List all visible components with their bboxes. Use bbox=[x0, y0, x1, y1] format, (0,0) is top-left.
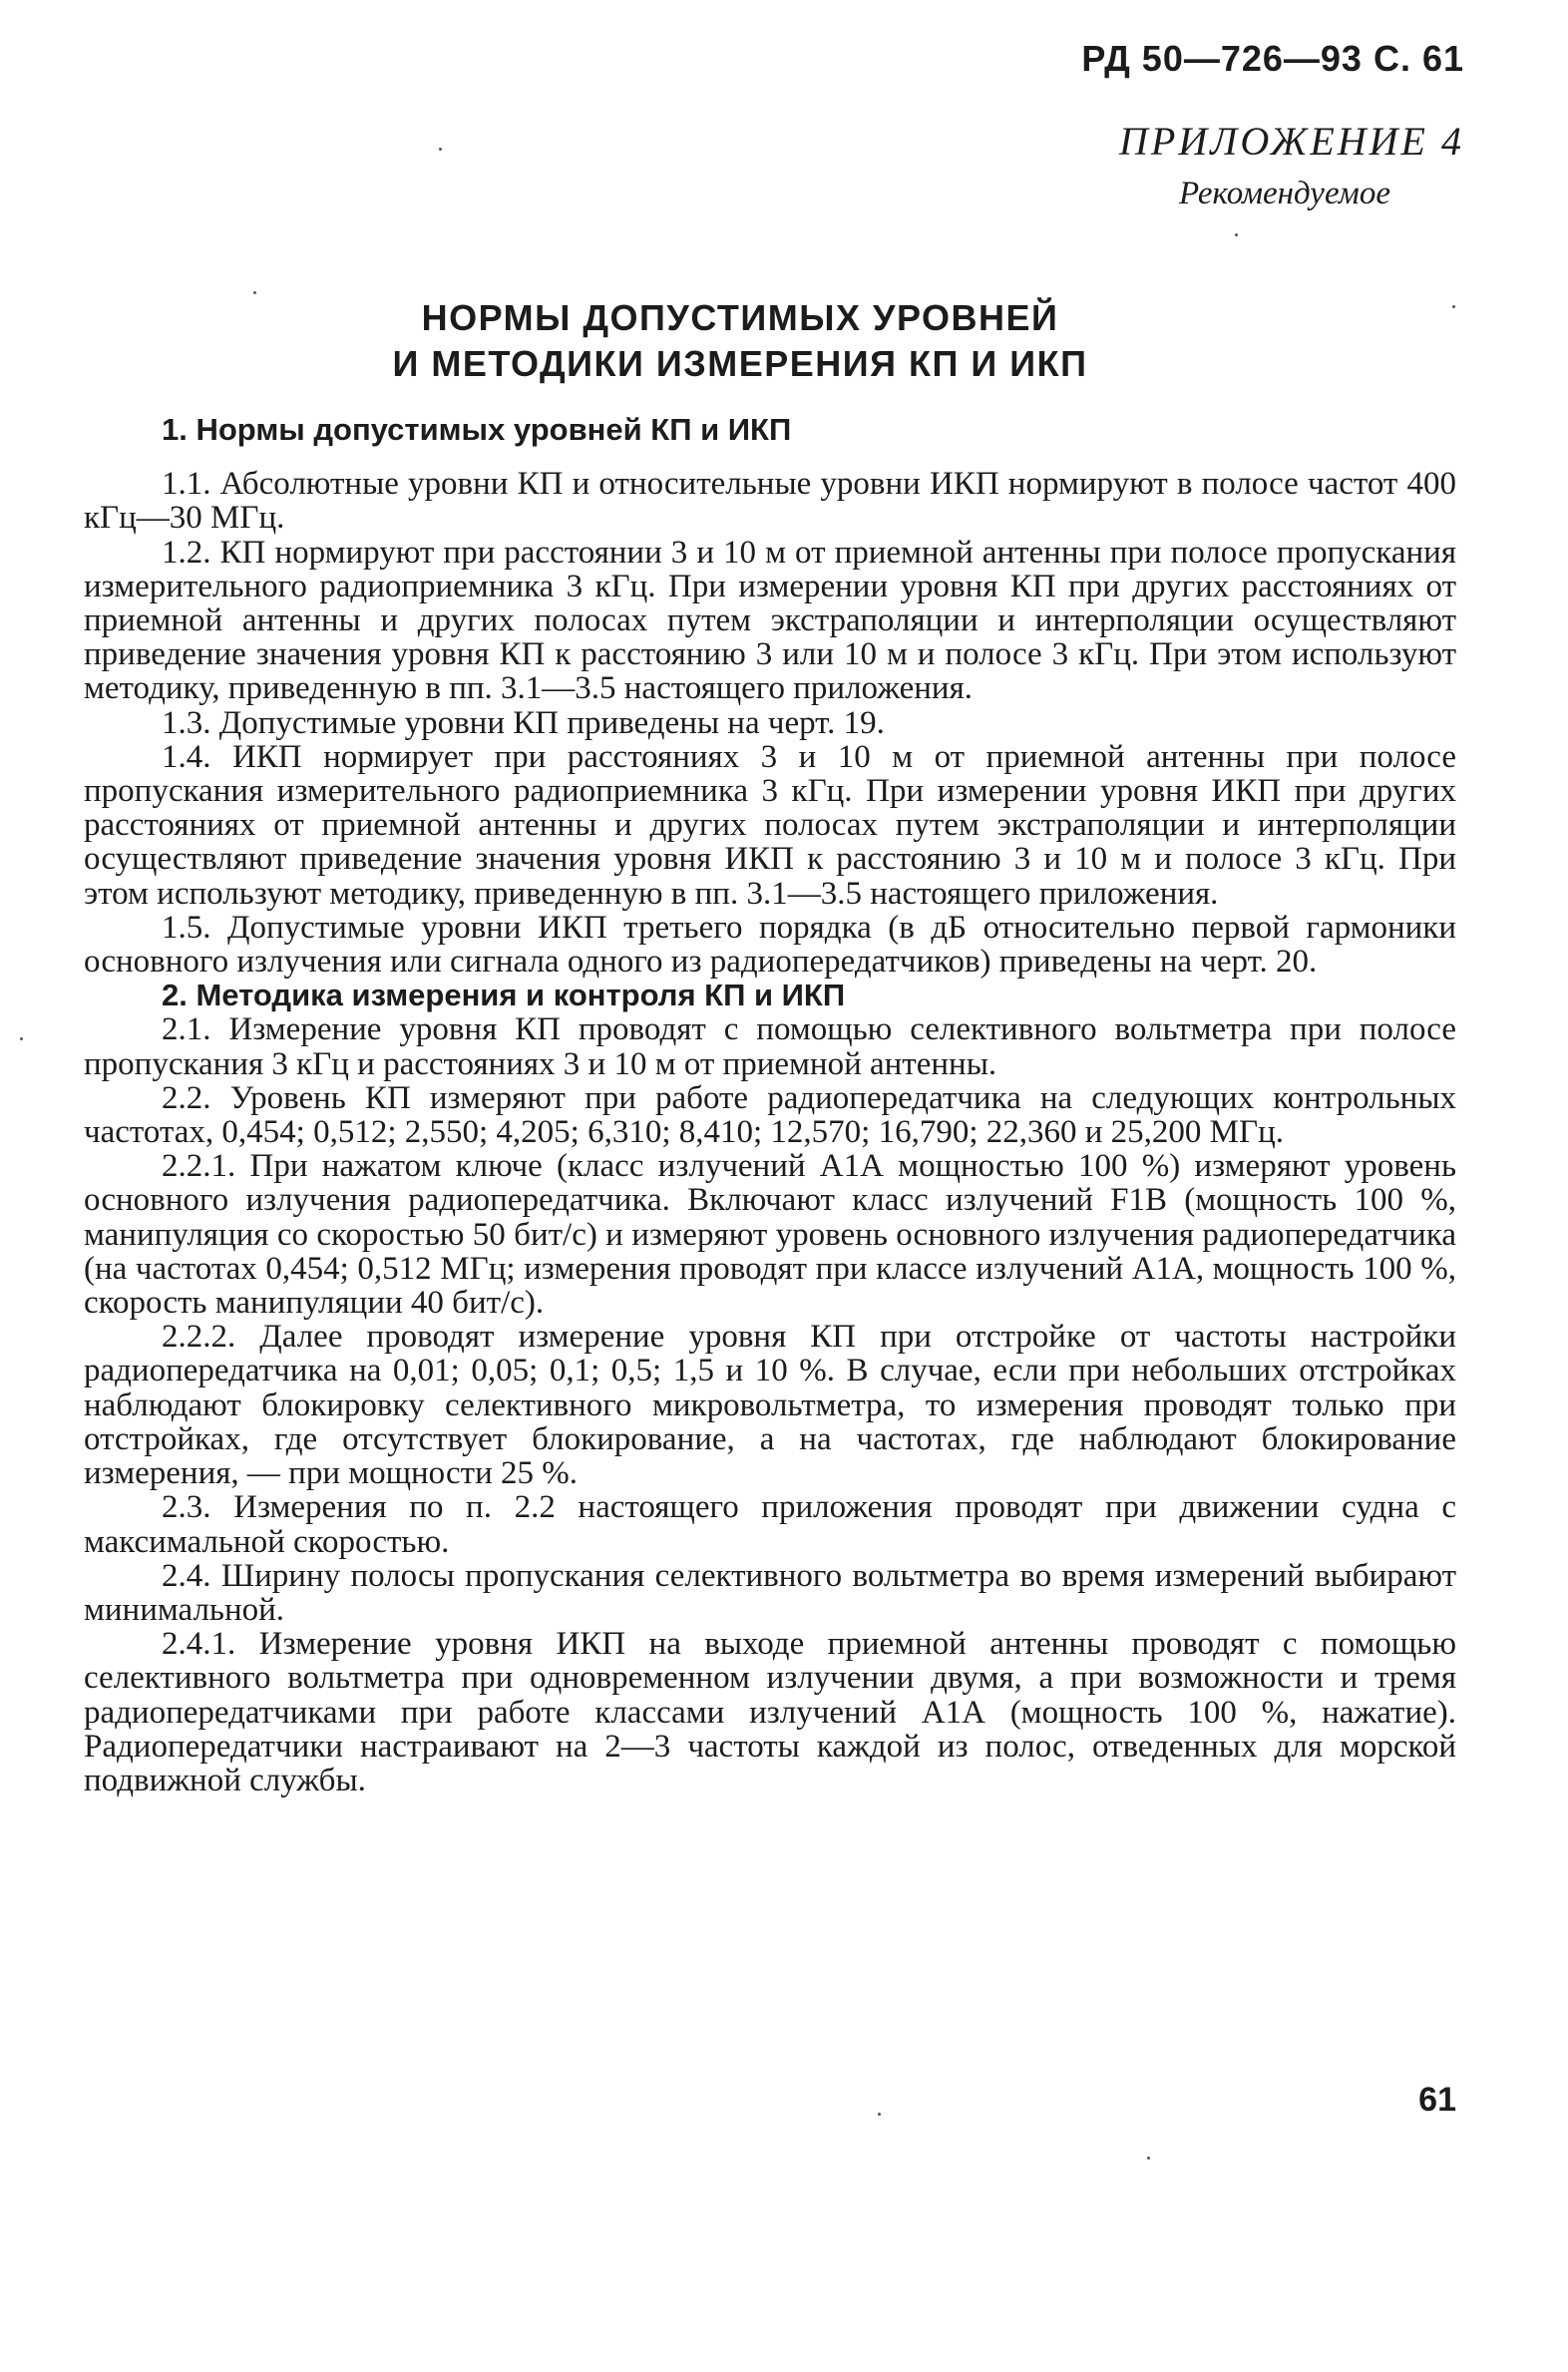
document-title-line-1: НОРМЫ ДОПУСТИМЫХ УРОВНЕЙ bbox=[421, 297, 1059, 338]
document-reference: РД 50—726—93 С. 61 bbox=[1081, 38, 1464, 79]
scan-speck bbox=[1147, 2157, 1150, 2160]
document-title bbox=[0, 295, 1524, 387]
appendix-title: ПРИЛОЖЕНИЕ 4 bbox=[1119, 119, 1464, 164]
paragraph-1-1: 1.1. Абсолютные уровни КП и относительные уровни ИКП нормируют в полосе частот 400 кГц—30 МГц. bbox=[84, 466, 1456, 537]
document-body bbox=[84, 413, 1456, 1797]
scan-speck bbox=[878, 2113, 881, 2116]
paragraph-2-3: 2.3. Измерения по п. 2.2 настоящего приложения проводят при движении судна с максимальной скоростью. bbox=[84, 1489, 1456, 1560]
paragraph-1-2: 1.2. КП нормируют при расстоянии 3 и 10 м от приемной антенны при полосе пропускания измерительного радиоприемника 3 кГц. При измерении уровня КП при других расстояниях от приемной антенны и других полосах путем экстраполяции и интерполяции осуществляют приведение значения уровня КП к расстоянию 3 или 10 м и полосе 3 кГц. При этом используют методику, приведенную в пп. 3.1—3.5 настоящего приложения. bbox=[84, 534, 1456, 707]
paragraph-1-3: 1.3. Допустимые уровни КП приведены на черт. 19. bbox=[162, 704, 885, 741]
paragraph-1-4: 1.4. ИКП нормирует при расстояниях 3 и 10 м от приемной антенны при полосе пропускания измерительного радиоприемника 3 кГц. При измерении уровня ИКП при других расстояниях от приемной антенны и других полосах путем экстраполяции и интерполяции осуществляют приведение значения уровня ИКП к расстоянию 3 и 10 м и полосе 3 кГц. При этом используют методику, приведенную в пп. 3.1—3.5 настоящего приложения. bbox=[84, 738, 1456, 912]
paragraph-2-4: 2.4. Ширину полосы пропускания селективного вольтметра во время измерений выбирают минимальной. bbox=[84, 1557, 1456, 1628]
appendix-status: Рекомендуемое bbox=[1178, 176, 1390, 211]
scan-speck bbox=[1235, 233, 1238, 236]
scan-speck bbox=[1452, 305, 1455, 308]
paragraph-2-2-2: 2.2.2. Далее проводят измерение уровня КП при отстройке от частоты настройки радиопередатчика на 0,01; 0,05; 0,1; 0,5; 1,5 и 10 %. В случае, если при небольших отстройках наблюдают блокировку селективного микровольтметра, то измерения проводят только при отстройках, где отсутствует блокирование, а на частотах, где наблюдают блокирование измерения, — при мощности 25 %. bbox=[84, 1319, 1456, 1492]
section-heading: 1. Нормы допустимых уровней КП и ИКП bbox=[162, 412, 792, 447]
paragraph-2-4-1: 2.4.1. Измерение уровня ИКП на выходе приемной антенны проводят с помощью селективного вольтметра при одновременном излучении двумя, а при возможности и тремя радиопередатчиками при работе классами излучений А1А (мощность 100 %, нажатие). Радиопередатчики настраивают на 2—3 частоты каждой из полос, отведенных для морской подвижной службы. bbox=[84, 1626, 1456, 1798]
section-2 bbox=[84, 979, 1456, 1797]
paragraph-2-2-1: 2.2.1. При нажатом ключе (класс излучений А1А мощностью 100 %) измеряют уровень основного излучения радиопередатчика. Включают класс излучений F1B (мощность 100 %, манипуляция со скоростью 50 бит/с) и измеряют уровень основного излучения радиопередатчика (на частотах 0,454; 0,512 МГц; измерения проводят при классе излучений А1А, мощность 100 %, скорость манипуляции 40 бит/с). bbox=[84, 1148, 1456, 1322]
paragraph-2-2: 2.2. Уровень КП измеряют при работе радиопередатчика на следующих контрольных частотах, 0,454; 0,512; 2,550; 4,205; 6,310; 8,410; 12,570; 16,790; 22,360 и 25,200 МГц. bbox=[84, 1079, 1456, 1151]
section-heading: 2. Методика измерения и контроля КП и ИКП bbox=[162, 978, 846, 1013]
paragraph-1-5: 1.5. Допустимые уровни ИКП третьего порядка (в дБ относительно первой гармоники основного излучения или сигнала одного из радиопередатчиков) приведены на черт. 20. bbox=[84, 909, 1456, 981]
section-1 bbox=[84, 413, 1456, 979]
paragraph-2-1: 2.1. Измерение уровня КП проводят с помощью селективного вольтметра при полосе пропускания 3 кГц и расстояниях 3 и 10 м от приемной антенны. bbox=[84, 1011, 1456, 1082]
page-number: 61 bbox=[1418, 2081, 1456, 2119]
scan-speck bbox=[253, 291, 256, 294]
scan-speck bbox=[20, 1037, 23, 1040]
document-title-line-2: И МЕТОДИКИ ИЗМЕРЕНИЯ КП И ИКП bbox=[392, 343, 1088, 384]
scan-speck bbox=[439, 148, 442, 151]
